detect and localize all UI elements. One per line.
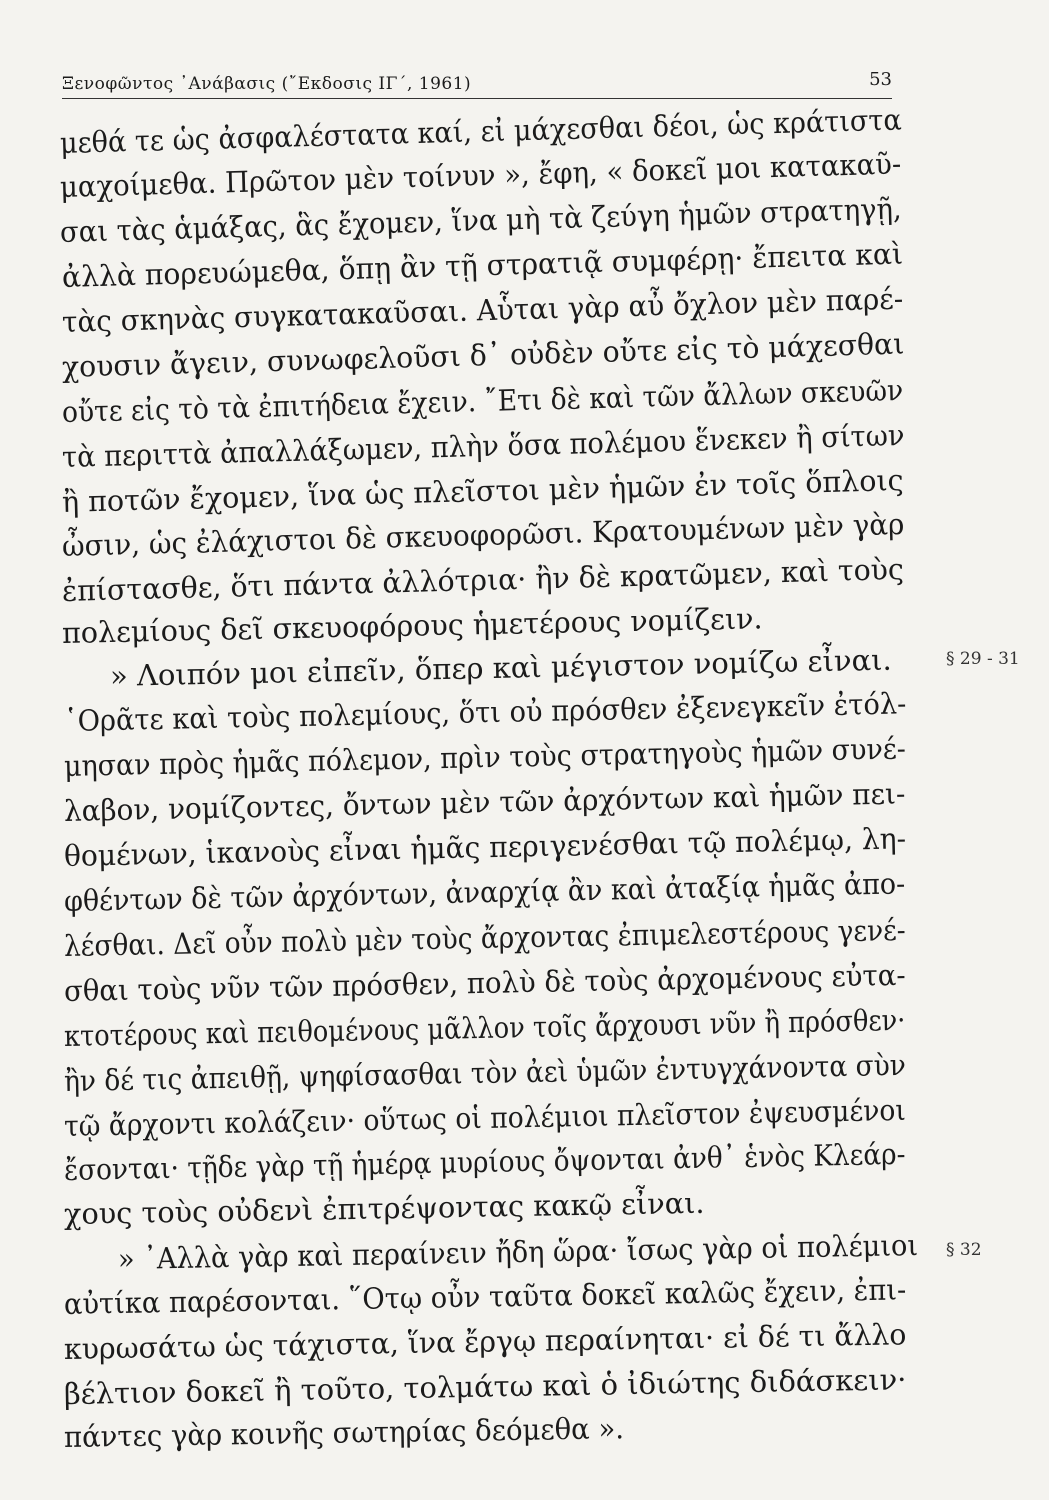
text-line: πάντες γὰρ κοινῆς σωτηρίας δεόμεθα ». [63,1411,625,1454]
page-number: 53 [869,69,892,90]
text-line: σθαι τοὺς νῦν τῶν πρόσθεν, πολὺ δὲ τοὺς ἀρχομένους εὐτα- [63,957,906,1008]
text-line: σαι τὰς ἁμάξας, ἃς ἔχομεν, ἵνα μὴ τὰ ζεύγη ἡμῶν στρατηγῇ, [59,191,903,249]
text-line: κτοτέρους καὶ πειθομένους μᾶλλον τοῖς ἄρχουσι νῦν ἢ πρόσθεν· [63,1002,906,1053]
margin-note-section-ref: § 32 [946,1240,982,1260]
running-title: Ξενοφῶντος ᾿Ανάβασις (῎Εκδοσις ΙΓ΄, 1961) [62,74,472,94]
text-line: τῷ ἄρχοντι κολάζειν· οὕτως οἱ πολέμιοι πλεῖστον ἐψευσμένοι [63,1092,907,1143]
text-line: βέλτιον δοκεῖ ἢ τοῦτο, τολμάτω καὶ ὁ ἰδιώτης διδάσκειν· [63,1362,907,1411]
text-line: ῾Ορᾶτε καὶ τοὺς πολεμίους, ὅτι οὐ πρόσθεν ἐξενεγκεῖν ἐτόλ- [63,686,907,738]
text-line: πολεμίους δεῖ σκευοφόρους ἡμετέρους νομίζειν. [61,601,763,650]
text-line: » Λοιπόν μοι εἰπεῖν, ὅπερ καὶ μέγιστον νομίζω εἶναι. [109,642,893,693]
text-line: λέσθαι. Δεῖ οὖν πολὺ μὲν τοὺς ἄρχοντας ἐπιμελεστέρους γενέ- [63,912,906,963]
text-line: ἀλλὰ πορευώμεθα, ὅπῃ ἂν τῇ στρατιᾷ συμφέρῃ· ἔπειτα καὶ [61,236,904,294]
text-line: ἔσονται· τῇδε γὰρ τῇ ἡμέρᾳ μυρίους ὄψονται ἀνθ᾿ ἑνὸς Κλεάρ- [63,1136,906,1187]
text-line: ἢν δέ τις ἀπειθῇ, ψηφίσασθαι τὸν ἀεὶ ὑμῶν ἐντυγχάνοντα σὺν [63,1047,907,1098]
text-line: μαχοίμεθα. Πρῶτον μὲν τοίνυν », ἔφη, « δοκεῖ μοι κατακαῦ- [59,146,902,204]
text-line: χους τοὺς οὐδενὶ ἐπιτρέψοντας κακῷ εἶναι. [63,1185,705,1231]
text-line: μησαν πρὸς ἡμᾶς πόλεμον, πρὶν τοὺς στρατηγοὺς ἡμῶν συνέ- [63,731,907,783]
margin-note-section-ref: § 29 - 31 [946,649,1020,669]
text-line: κυρωσάτω ὡς τάχιστα, ἵνα ἔργῳ περαίνηται· εἰ δέ τι ἄλλο [63,1317,907,1366]
text-line: ἢ ποτῶν ἔχομεν, ἵνα ὡς πλεῖστοι μὲν ἡμῶν ἐν τοῖς ὅπλοις [61,462,904,519]
text-line: ὦσιν, ὡς ἐλάχιστοι δὲ σκευοφορῶσι. Κρατουμένων μὲν γὰρ [61,506,905,563]
text-line: τὰς σκηνὰς συγκατακαῦσαι. Αὗται γὰρ αὖ ὄχλον μὲν παρέ- [61,281,904,339]
text-line: μεθά τε ὡς ἀσφαλέστατα καί, εἰ μάχεσθαι δέοι, ὡς κράτιστα [59,102,903,160]
text-line: τὰ περιττὰ ἀπαλλάξωμεν, πλὴν ὅσα πολέμου ἕνεκεν ἢ σίτων [61,417,905,474]
text-line: φθέντων δὲ τῶν ἀρχόντων, ἀναρχίᾳ ἂν καὶ ἀταξίᾳ ἡμᾶς ἀπο- [63,866,906,918]
text-line: » ᾿Αλλὰ γὰρ καὶ περαίνειν ἤδη ὥρα· ἴσως γὰρ οἱ πολέμιοι [117,1228,919,1276]
text-line: οὔτε εἰς τὸ τὰ ἐπιτήδεια ἔχειν. ῎Ετι δὲ καὶ τῶν ἄλλων σκευῶν [61,372,904,429]
text-line: λαβον, νομίζοντες, ὄντων μὲν τῶν ἀρχόντων καὶ ἡμῶν πει- [63,776,906,828]
text-line: αὐτίκα παρέσονται. ῞Οτῳ οὖν ταῦτα δοκεῖ καλῶς ἔχειν, ἐπι- [63,1272,907,1321]
text-line: θομένων, ἱκανοὺς εἶναι ἡμᾶς περιγενέσθαι τῷ πολέμῳ, λη- [63,821,907,873]
text-line: χουσιν ἄγειν, συνωφελοῦσι δ᾿ οὐδὲν οὔτε εἰς τὸ μάχεσθαι [61,326,905,384]
text-line: ἐπίστασθε, ὅτι πάντα ἀλλότρια· ἢν δὲ κρατῶμεν, καὶ τοὺς [61,551,905,608]
